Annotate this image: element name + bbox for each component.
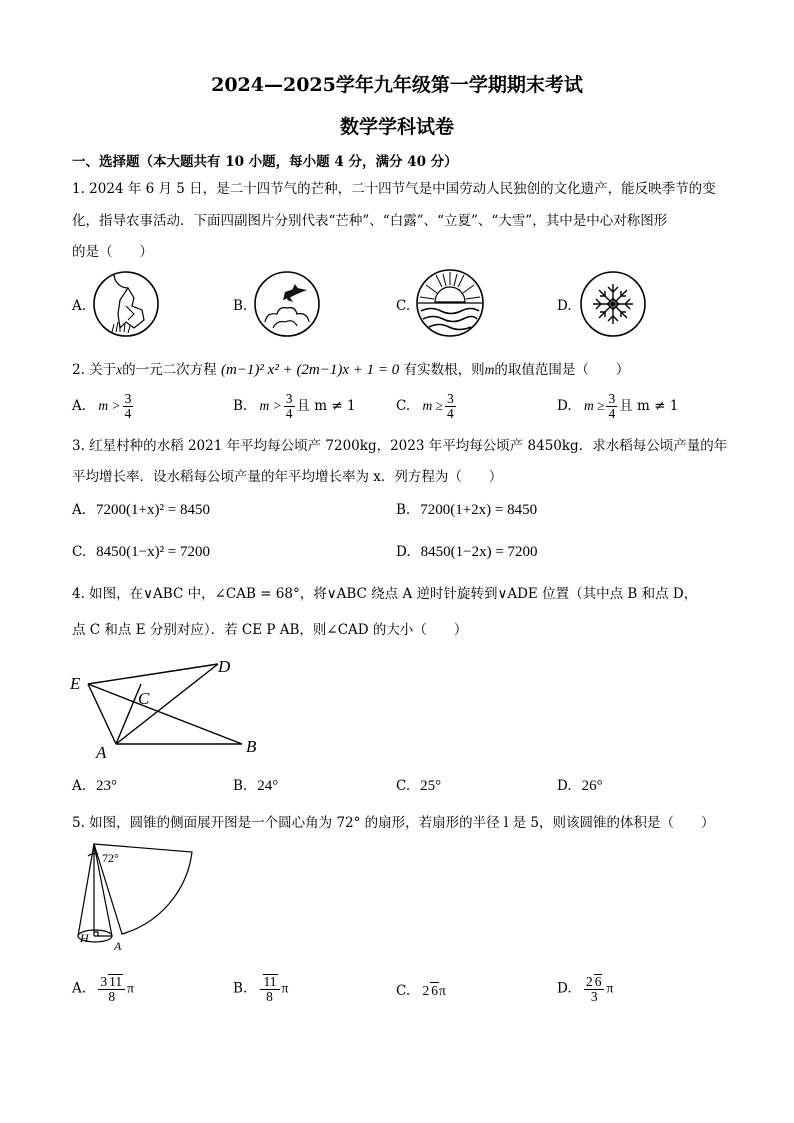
q1-line3: 的是（ ） bbox=[72, 244, 153, 260]
q3-option-a: A. 7200(1+x)² = 8450 bbox=[72, 502, 210, 518]
label-d: D bbox=[218, 657, 231, 676]
q5-cone-figure bbox=[66, 838, 206, 956]
fraction: $\frac{3}{4}$ bbox=[446, 391, 454, 422]
label-b: B bbox=[246, 737, 257, 756]
q4-option-b: B. 24° bbox=[233, 778, 279, 794]
exam-subtitle: 数学学科试卷 bbox=[339, 116, 454, 138]
daxue-image bbox=[579, 270, 647, 338]
q4-option-c: C. 25° bbox=[396, 778, 442, 794]
label-c: C bbox=[138, 689, 150, 708]
segment-ad bbox=[116, 664, 218, 744]
q1-line1: 1. 2024 年 6 月 5 日，是二十四节气的芒种，二十四节气是中国劳动人民独创的文化遗产，能反映季节的变 bbox=[72, 181, 716, 197]
q5-line1: 5. 如图，圆锥的侧面展开图是一个圆心角为 72° 的扇形，若扇形的半径 l 是 5，则该圆锥的体积是（ ） bbox=[72, 815, 715, 831]
q5-option-a: A. $\frac{3 11}{8}$ π bbox=[72, 974, 134, 1005]
fraction: $\frac{3 11}{8}$ bbox=[98, 974, 125, 1004]
fraction: $\frac{3}{4}$ bbox=[608, 391, 616, 422]
q2-equation: (m−1)² x² + (2m−1)x + 1 = 0 bbox=[220, 362, 400, 378]
bailu-image bbox=[253, 270, 321, 338]
lixia-image bbox=[415, 268, 485, 338]
q5-option-b: B. $\frac{11}{8}$ π bbox=[233, 974, 289, 1005]
label-a: A bbox=[96, 743, 107, 762]
exam-title: 2024—2025学年九年级第一学期期末考试 bbox=[211, 74, 583, 96]
q1-line2: 化，指导农事活动．下面四副图片分别代表“芒种”、“白露”、“立夏”、“大雪”，其中是中心对称图形 bbox=[72, 213, 668, 229]
q4-line1: 4. 如图，在∨ABC 中，∠CAB = 68°，将∨ABC 绕点 A 逆时针旋转到∨ADE 位置（其中点 B 和点 D， bbox=[72, 586, 698, 602]
label-a: A bbox=[114, 939, 122, 953]
q2-stem: 2. 关于x的一元二次方程 (m−1)² x² + (2m−1)x + 1 = 0 有实数根，则m的取值范围是（ ） bbox=[72, 362, 630, 378]
mangzhong-image bbox=[92, 270, 160, 338]
q4-triangle-figure bbox=[66, 650, 276, 765]
q3-line2: 平均增长率．设水稻每公顷产量的年平均增长率为 x．列方程为（ ） bbox=[72, 469, 503, 485]
q1-option-b-label: B. bbox=[233, 298, 248, 314]
section-heading: 一、选择题（本大题共有 10 小题，每小题 4 分，满分 40 分） bbox=[72, 154, 458, 170]
q3-option-b: B. 7200(1+2x) = 8450 bbox=[396, 502, 538, 518]
angle-label: 72° bbox=[102, 851, 119, 865]
q2-option-b: B. m > $\frac{3}{4}$ 且 m ≠ 1 bbox=[233, 391, 356, 422]
q2-var-x: x bbox=[116, 362, 123, 377]
q2-option-d: D. m ≥ $\frac{3}{4}$ 且 m ≠ 1 bbox=[557, 391, 679, 422]
fraction: $\frac{11}{8}$ bbox=[260, 974, 280, 1004]
q1-option-a-label: A. bbox=[72, 298, 87, 314]
q1-option-c-label: C. bbox=[396, 298, 411, 314]
fraction: $\frac{3}{4}$ bbox=[285, 391, 293, 422]
q2-option-a: A. m > $\frac{3}{4}$ bbox=[72, 391, 132, 422]
label-h: H bbox=[80, 931, 89, 945]
q2-option-c: C. m ≥ $\frac{3}{4}$ bbox=[396, 391, 454, 422]
q2-var-m: m bbox=[484, 362, 495, 377]
q4-option-d: D. 26° bbox=[557, 778, 603, 794]
q5-option-c: C. 2 6π bbox=[396, 983, 446, 999]
q5-option-d: D. $\frac{2 6}{3}$ π bbox=[557, 974, 614, 1005]
q1-option-d-label: D. bbox=[557, 298, 572, 314]
fraction: $\frac{2 6}{3}$ bbox=[584, 974, 605, 1004]
cone-left-edge bbox=[78, 844, 94, 936]
fraction: $\frac{3}{4}$ bbox=[124, 391, 132, 422]
q3-option-d: D. 8450(1−2x) = 7200 bbox=[396, 544, 538, 560]
segment-ed bbox=[88, 664, 218, 684]
q3-line1: 3. 红星村种的水稻 2021 年平均每公顷产 7200kg，2023 年平均每公顷产 8450kg．求水稻每公顷产量的年 bbox=[72, 438, 728, 454]
q4-option-a: A. 23° bbox=[72, 778, 118, 794]
label-e: E bbox=[70, 674, 81, 693]
q4-line2: 点 C 和点 E 分别对应）．若 CE P AB，则∠CAD 的大小（ ） bbox=[72, 622, 468, 638]
q3-option-c: C. 8450(1−x)² = 7200 bbox=[72, 544, 211, 560]
